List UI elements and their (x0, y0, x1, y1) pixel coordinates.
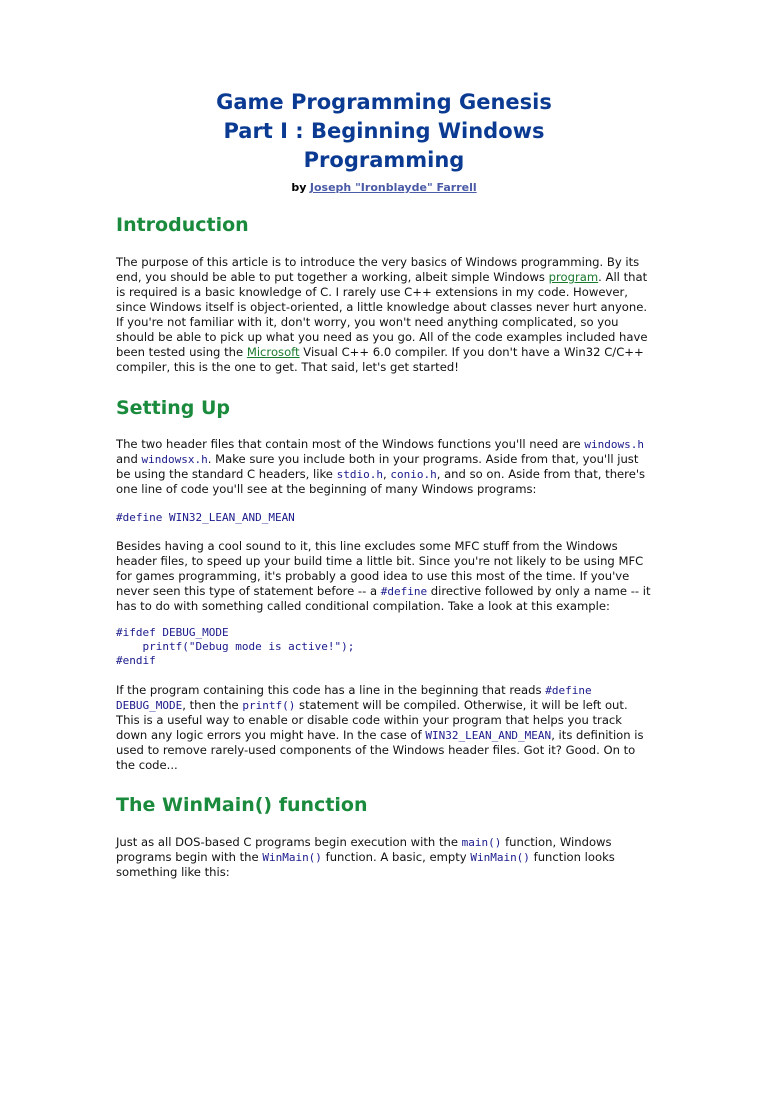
author-link[interactable]: Joseph "Ironblayde" Farrell (309, 181, 477, 194)
heading-introduction: Introduction (116, 214, 249, 236)
setup-paragraph-3 (116, 683, 652, 773)
setup-p2-text-1: Besides having a cool sound to it, this line excludes some MFC stuff from the Windows header files, to speed up your build time a little bit. Since you're not likely to be using MFC for games programming, it's probably a good idea to use this most of the time. If you've never seen this type of statement before -- a (116, 539, 644, 598)
setup-paragraph-1 (116, 437, 652, 497)
setup-p3-text-3: statement will be compiled. Otherwise, it will be left out. This is a useful way to enable or disable code within your program that helps you track down any logic errors you might have. In the case of (116, 698, 628, 742)
heading-winmain: The WinMain() function (116, 794, 368, 816)
article-title (116, 88, 652, 175)
title-line-2: Part I : Beginning Windows (223, 119, 545, 143)
setup-paragraph-2 (116, 539, 652, 614)
code-block-ifdef: #ifdef DEBUG_MODE printf("Debug mode is active!"); #endif (116, 626, 355, 667)
code-define-line: #define WIN32_LEAN_AND_MEAN (116, 511, 295, 524)
microsoft-link[interactable]: Microsoft (246, 345, 300, 359)
winmain-text-2: function, Windows programs begin with the (116, 835, 612, 864)
setup-p1-text-5: , and so on. Aside from that, there's one line of code you'll see at the beginning of many Windows programs: (116, 467, 646, 496)
code-windowsx-h: windowsx.h (141, 453, 208, 466)
intro-text-1: The purpose of this article is to introduce the very basics of Windows programming. By its end, you should be able to put together a working, albeit simple Windows (116, 255, 640, 284)
setup-p1-text-3: . Make sure you include both in your programs. Aside from that, you'll just be using the standard C headers, like (116, 452, 639, 481)
setup-p1-text-2: and (116, 452, 142, 466)
winmain-paragraph (116, 835, 652, 880)
winmain-text-1: Just as all DOS-based C programs begin execution with the (116, 835, 462, 849)
title-line-1: Game Programming Genesis (216, 90, 552, 114)
code-stdio-h: stdio.h (336, 468, 383, 481)
title-line-3: Programming (303, 148, 465, 172)
code-conio-h: conio.h (390, 468, 437, 481)
intro-paragraph (116, 255, 652, 375)
code-winmain-1: WinMain() (262, 851, 322, 864)
heading-setting-up: Setting Up (116, 397, 231, 419)
code-define-keyword: #define (380, 585, 428, 598)
code-define-debug: #define DEBUG_MODE (116, 684, 592, 712)
setup-p1-text-1: The two header files that contain most of the Windows functions you'll need are (116, 437, 585, 451)
setup-p2-text-2: directive followed by only a name -- it has to do with something called conditional compilation. Take a look at this example: (116, 584, 651, 613)
code-win32-lean: WIN32_LEAN_AND_MEAN (425, 729, 552, 742)
intro-text-2: . All that is required is a basic knowledge of C. I rarely use C++ extensions in my code. However, since Windows itself is object-oriented, a little knowledge about classes never hurt anyone. If you're not familiar with it, don't worry, you won't need anything complicated, so you should be able to pick up what you need as you go. All of the code examples included have been tested using the (116, 270, 648, 359)
code-winmain-2: WinMain() (470, 851, 530, 864)
setup-p1-text-4: , (382, 467, 391, 481)
winmain-text-3: function. A basic, empty (321, 850, 471, 864)
byline-prefix: by (291, 181, 307, 194)
program-link[interactable]: program (548, 270, 599, 284)
code-printf: printf() (242, 699, 296, 712)
code-windows-h: windows.h (584, 438, 644, 451)
setup-p3-text-2: , then the (182, 698, 243, 712)
byline (116, 181, 652, 195)
winmain-text-4: function looks something like this: (116, 850, 615, 879)
intro-text-3: Visual C++ 6.0 compiler. If you don't have a Win32 C/C++ compiler, this is the one to get. That said, let's get started! (116, 345, 644, 374)
setup-p3-text-4: , its definition is used to remove rarely-used components of the Windows header files. Got it? Good. On to the code... (116, 728, 644, 772)
code-main: main() (461, 836, 502, 849)
setup-p3-text-1: If the program containing this code has a line in the beginning that reads (116, 683, 546, 697)
document-page (0, 88, 768, 1112)
